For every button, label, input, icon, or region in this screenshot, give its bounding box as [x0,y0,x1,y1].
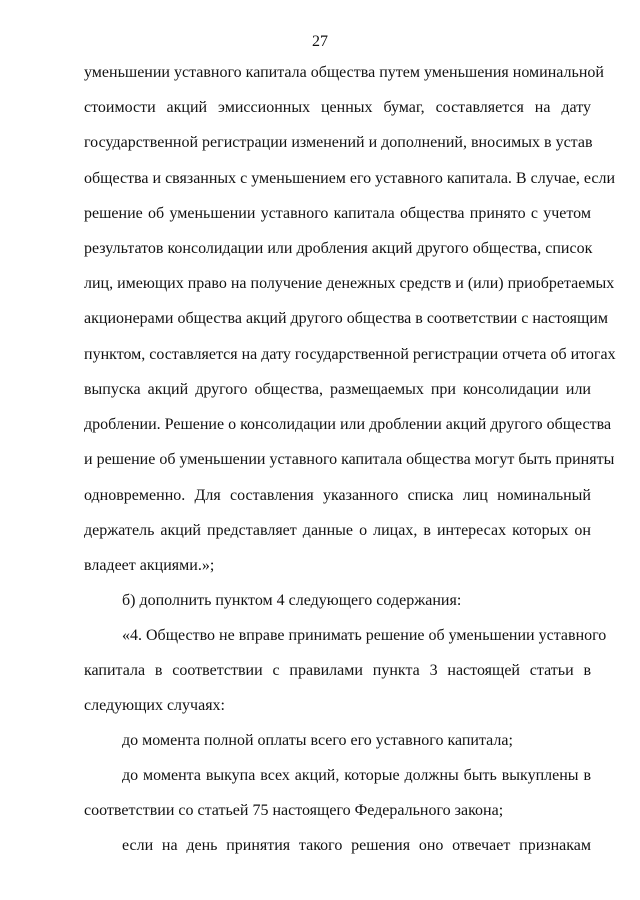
text-line: соответствии со статьей 75 настоящего Федерального закона; [84,802,504,819]
text-line: «4. Общество не вправе принимать решение об уменьшении уставного [122,627,607,644]
text-line: до момента выкупа всех акций, которые должны быть выкуплены в [122,767,591,784]
text-line: результатов консолидации или дробления акций другого общества, список [84,240,593,257]
text-line: уменьшении уставного капитала общества путем уменьшения номинальной [84,64,604,81]
text-line: государственной регистрации изменений и дополнений, вносимых в устав [84,134,593,151]
text-line: держатель акций представляет данные о лицах, в интересах которых он [84,522,591,539]
text-line: выпуска акций другого общества, размещаемых при консолидации или [84,381,591,398]
text-line: акционерами общества акций другого общества в соответствии с настоящим [84,310,608,327]
text-line: если на день принятия такого решения оно отвечает признакам [122,837,591,854]
text-line: и решение об уменьшении уставного капитала общества могут быть приняты [84,451,615,468]
text-line: владеет акциями.»; [84,557,215,574]
text-line: решение об уменьшении уставного капитала общества принято с учетом [84,205,591,222]
text-line: капитала в соответствии с правилами пункта 3 настоящей статьи в [84,662,591,679]
text-line: б) дополнить пунктом 4 следующего содержания: [122,592,462,609]
text-line: до момента полной оплаты всего его уставного капитала; [122,732,513,749]
text-line: одновременно. Для составления указанного списка лиц номинальный [84,487,591,504]
page-number: 27 [312,33,328,50]
text-line: лиц, имеющих право на получение денежных средств и (или) приобретаемых [84,275,615,292]
text-line: пунктом, составляется на дату государственной регистрации отчета об итогах [84,346,616,363]
text-line: общества и связанных с уменьшением его уставного капитала. В случае, если [84,170,616,187]
text-line: дроблении. Решение о консолидации или дроблении акций другого общества [84,416,612,433]
text-line: следующих случаях: [84,697,225,714]
text-line: стоимости акций эмиссионных ценных бумаг, составляется на дату [84,99,591,116]
